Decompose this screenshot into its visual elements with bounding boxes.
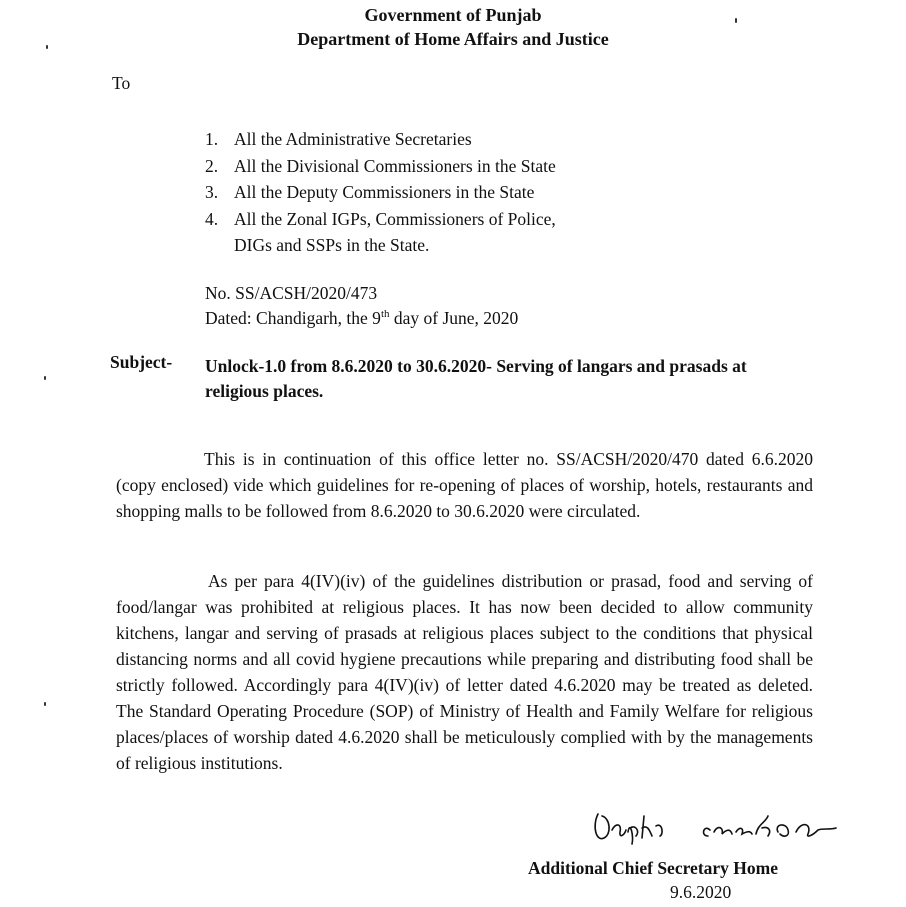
signatory-designation: Additional Chief Secretary Home: [528, 858, 778, 878]
date-prefix: Dated: Chandigarh, the 9: [205, 308, 381, 328]
body-paragraph-1: This is in continuation of this office letter no. SS/ACSH/2020/470 dated 6.6.2020 (copy enclosed) vide which guidelines for re-opening of places of worship, hotels, restaurants and shopping malls to be followed from 8.6.2020 to 30.6.2020 were circulated.: [116, 449, 813, 521]
header-department: Government of Punjab: [364, 5, 542, 25]
date-ordinal: th: [380, 308, 390, 321]
recipient-text: All the Zonal IGPs, Commissioners of Police,: [234, 209, 556, 229]
header-subdepartment: Department of Home Affairs and Justice: [297, 29, 609, 49]
recipient-item: [205, 129, 472, 150]
scan-speck: [735, 18, 737, 23]
scan-speck: [44, 702, 46, 706]
scan-speck: [44, 376, 46, 380]
recipient-item: [205, 209, 556, 230]
recipient-text: All the Deputy Commissioners in the State: [234, 182, 535, 202]
subject-label: Subject-: [110, 352, 173, 372]
recipient-item: [205, 182, 534, 203]
scan-speck: [46, 45, 48, 49]
recipient-number: 3.: [205, 182, 219, 202]
body-paragraph-2: As per para 4(IV)(iv) of the guidelines distribution or prasad, food and serving of food/langar was prohibited at religious places. It has now been decided to allow community kitchens, langar and serving of prasads at religious places subject to the conditions that physical distancing norms and all covid hygiene precautions while preparing and distributing food shall be strictly followed. Accordingly para 4(IV)(iv) of letter dated 4.6.2020 may be treated as deleted. The Standard Operating Procedure (SOP) of Ministry of Health and Family Welfare for religious places/places of worship dated 4.6.2020 shall be meticulously complied with by the managements of religious institutions.: [116, 571, 813, 773]
handwritten-signature: [590, 806, 850, 850]
recipient-number: 2.: [205, 156, 219, 176]
recipient-number: 4.: [205, 209, 219, 229]
recipient-number: 1.: [205, 129, 219, 149]
signature-date: 9.6.2020: [670, 882, 732, 902]
reference-number: No. SS/ACSH/2020/473: [205, 283, 378, 303]
recipient-text: All the Administrative Secretaries: [234, 129, 472, 149]
subject-text: Unlock-1.0 from 8.6.2020 to 30.6.2020- Serving of langars and prasads at religious places.: [205, 356, 747, 401]
recipient-continuation: DIGs and SSPs in the State.: [234, 235, 430, 255]
to-label: To: [112, 73, 131, 93]
reference-date: [205, 308, 518, 329]
date-suffix: day of June, 2020: [389, 308, 519, 328]
recipient-text: All the Divisional Commissioners in the State: [234, 156, 556, 176]
recipient-item: [205, 156, 556, 177]
